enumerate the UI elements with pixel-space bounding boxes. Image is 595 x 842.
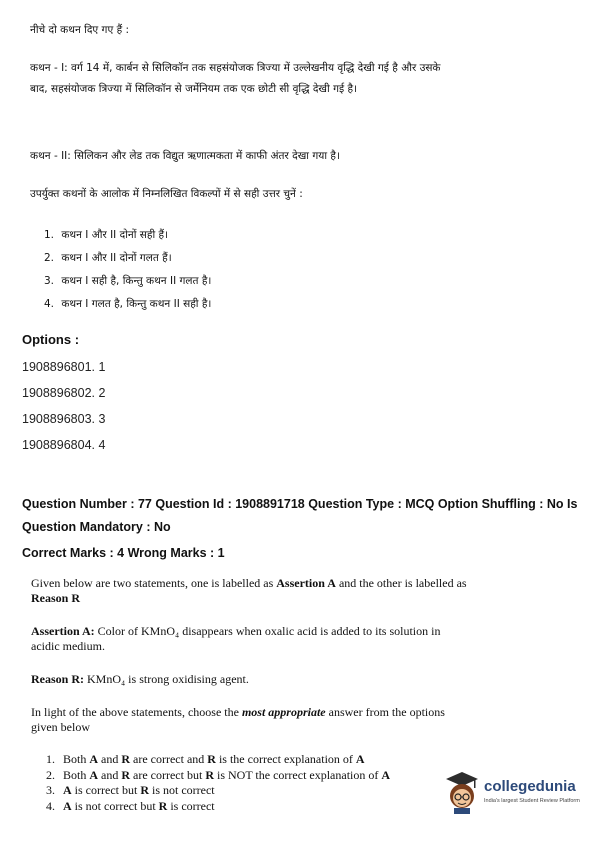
hindi-intro: नीचे दो कथन दिए गए हैं : bbox=[30, 24, 130, 36]
list-item: 4. कथन I गलत है, किन्तु कथन II सही है। bbox=[44, 298, 212, 310]
options-heading: Options : bbox=[22, 332, 80, 347]
collegedunia-logo: collegedunia India's largest Student Review Platform bbox=[444, 770, 594, 816]
option-id: 1908896802. 2 bbox=[22, 386, 106, 400]
list-item: 3. कथन I सही है, किन्तु कथन II गलत है। bbox=[44, 275, 212, 287]
list-item: 1. Both A and R are correct and R is the correct explanation of A bbox=[46, 752, 365, 766]
question-mandatory: Question Mandatory : No bbox=[22, 520, 171, 534]
reason: Reason R: KMnO₄ is strong oxidising agent. bbox=[31, 672, 249, 686]
hindi-options-list bbox=[44, 224, 211, 316]
hindi-question: उपर्युक्त कथनों के आलोक में निम्नलिखित विकल्पों में से सही उत्तर चुनें : bbox=[30, 188, 303, 200]
hindi-statement-1: कथन - I: वर्ग 14 में, कार्बन से सिलिकॉन तक सहसंयोजक त्रिज्या में उल्लेखनीय वृद्धि देखी गई है और उसके बाद, सहसंयोजक त्रिज्या में सिलिकॉन से जर्मेनियम तक एक छोटी सी वृद्धि देखी गई है। bbox=[30, 62, 441, 95]
hindi-statement-2: कथन - II: सिलिकन और लेड तक विद्युत ऋणात्मकता में काफी अंतर देखा गया है। bbox=[30, 150, 340, 162]
question-meta-line: Question Number : 77 Question Id : 1908891718 Question Type : MCQ Option Shuffling : No Is bbox=[22, 497, 578, 511]
list-item: 1. कथन I और II दोनों सही हैं। bbox=[44, 229, 169, 241]
assertion: Assertion A: Color of KMnO₄ disappears when oxalic acid is added to its solution in acidic medium. bbox=[31, 624, 441, 653]
option-id: 1908896804. 4 bbox=[22, 438, 106, 452]
list-item: 4. A is not correct but R is correct bbox=[46, 798, 215, 813]
graduate-mascot-icon bbox=[444, 770, 480, 814]
english-options-list bbox=[46, 752, 390, 814]
option-id: 1908896803. 3 bbox=[22, 412, 106, 426]
english-intro: Given below are two statements, one is labelled as Assertion A and the other is labelled as Reason R bbox=[31, 576, 467, 605]
list-item: 2. Both A and R are correct but R is NOT the correct explanation of A bbox=[46, 767, 391, 782]
choose-instruction: In light of the above statements, choose the most appropriate answer from the options given below bbox=[31, 705, 445, 734]
list-item: 2. कथन I और II दोनों गलत हैं। bbox=[44, 252, 172, 264]
option-id: 1908896801. 1 bbox=[22, 360, 106, 374]
list-item: 3. A is correct but R is not correct bbox=[46, 783, 215, 797]
marks-info: Correct Marks : 4 Wrong Marks : 1 bbox=[22, 546, 225, 560]
